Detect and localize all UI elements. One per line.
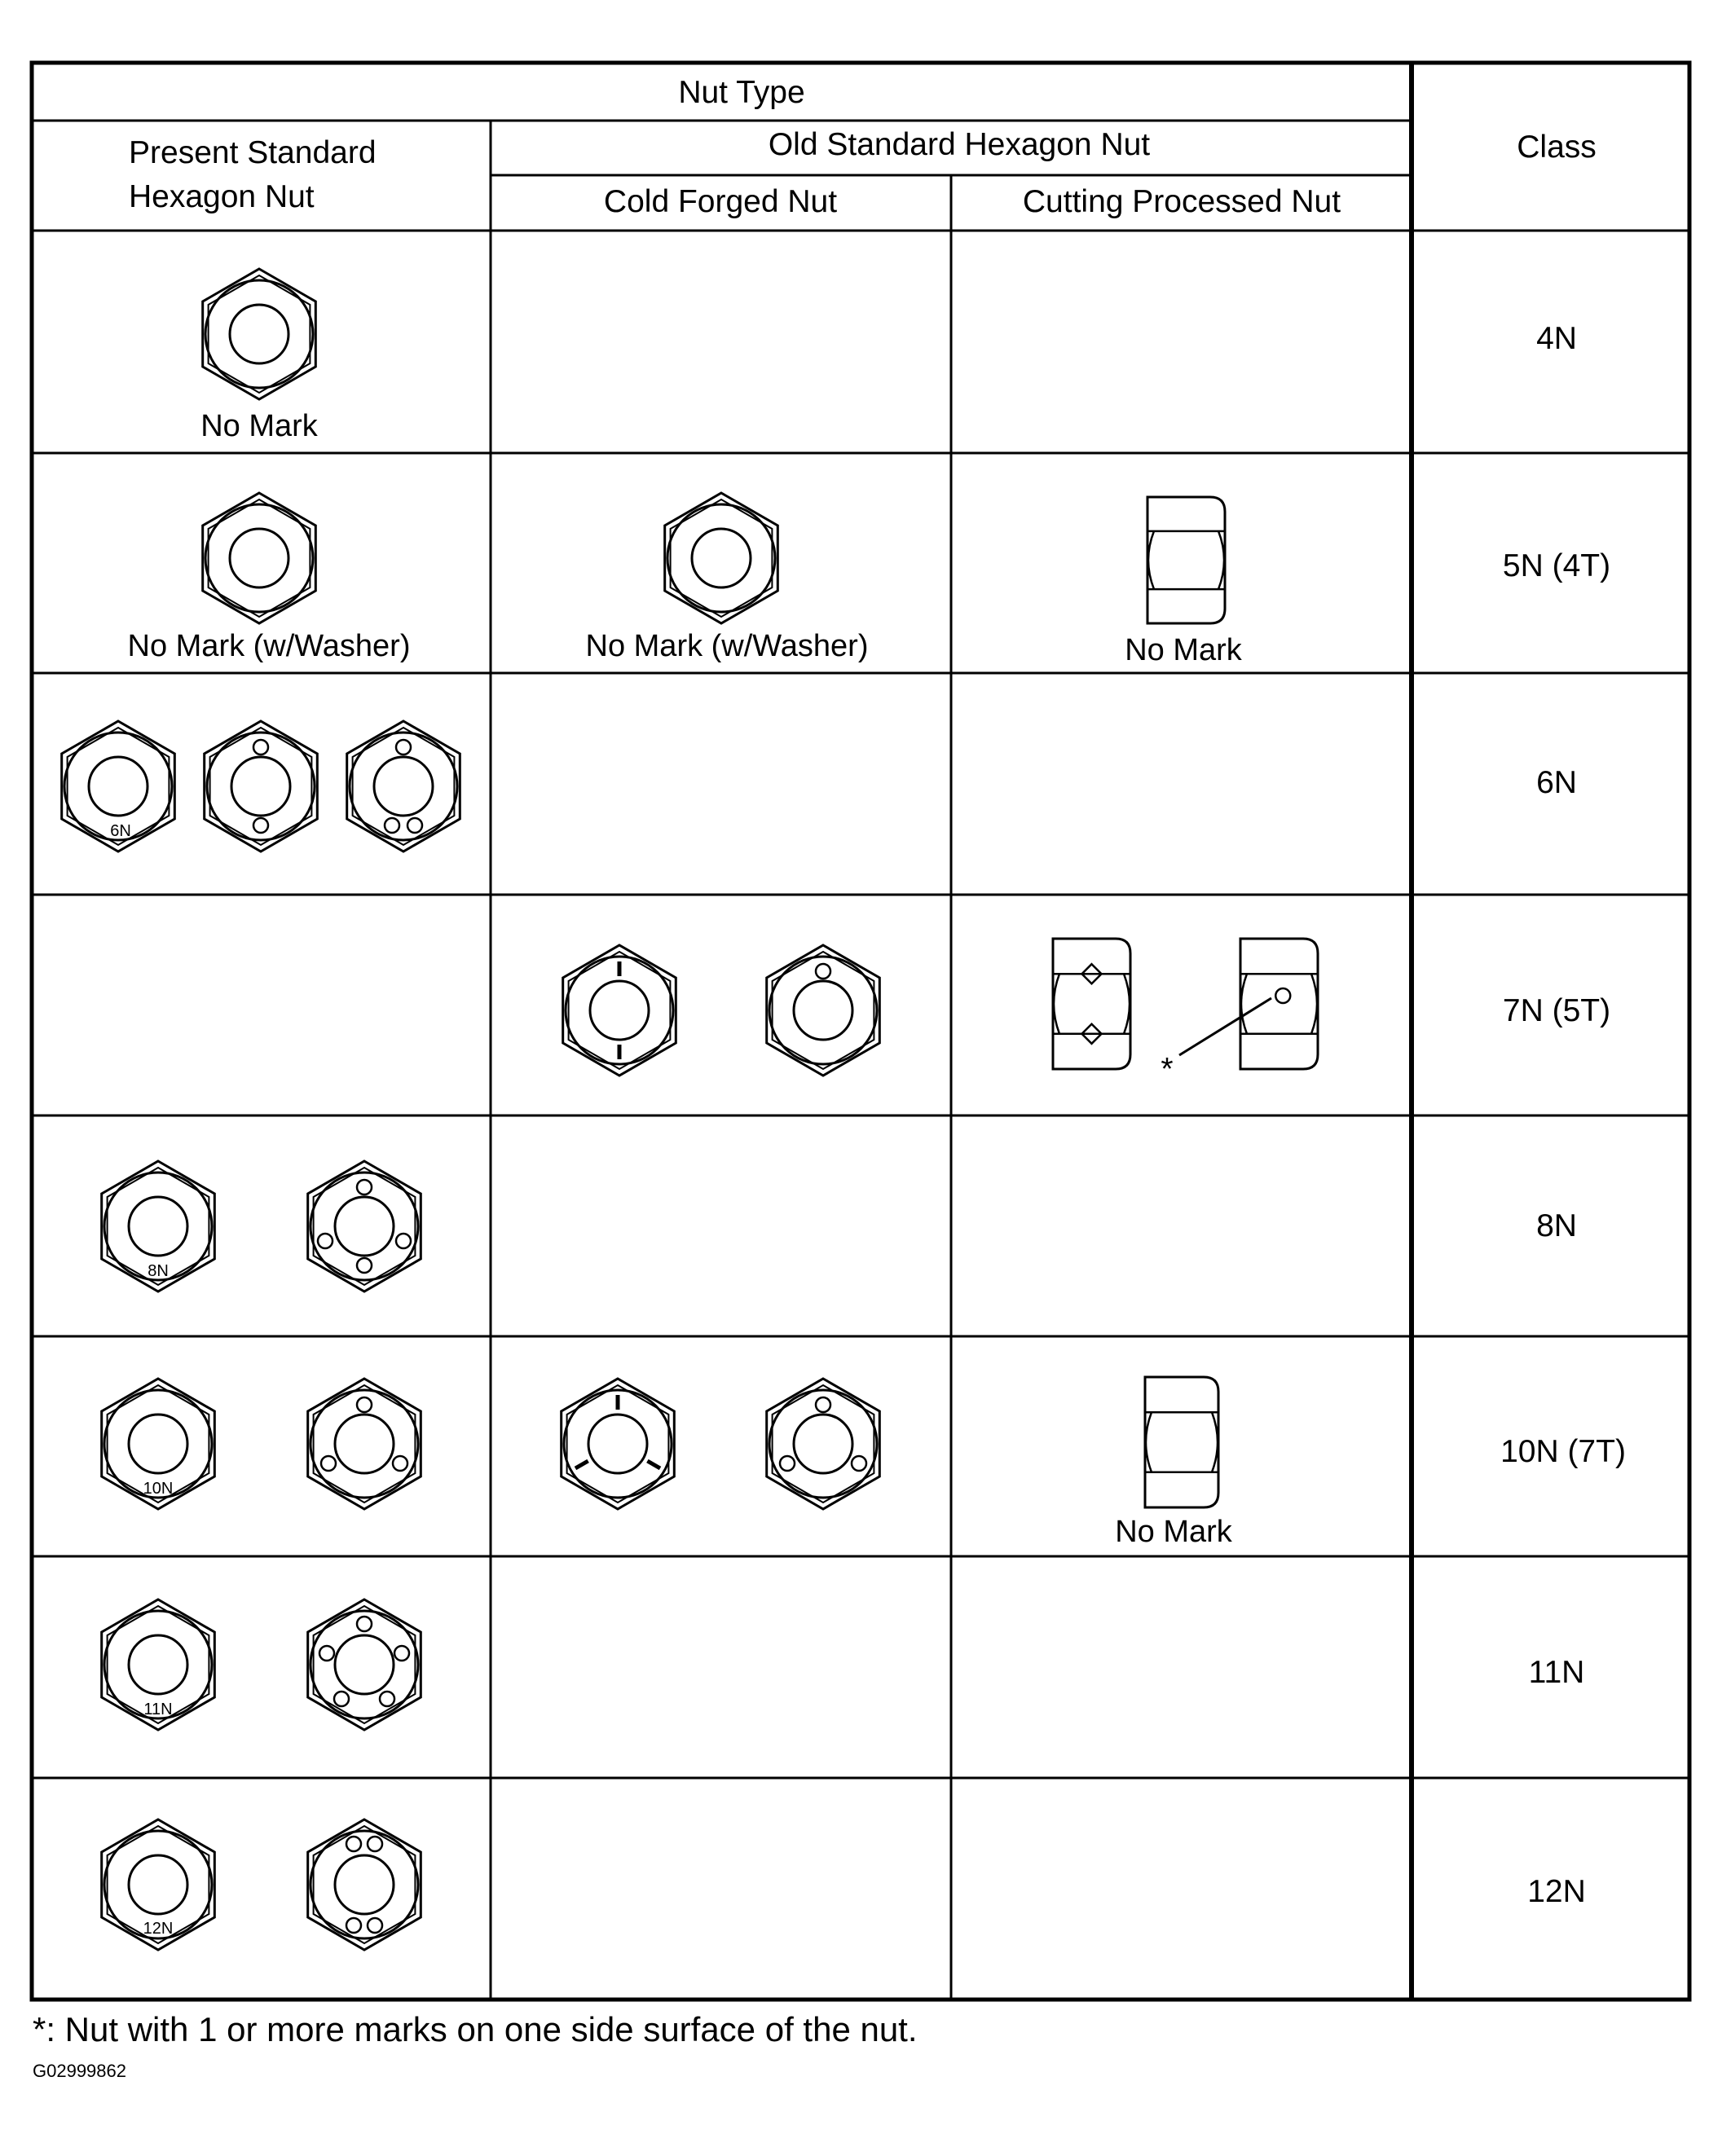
side-outline bbox=[1240, 939, 1318, 1069]
asterisk-marker: * bbox=[1161, 1052, 1174, 1087]
nut-10n-cold-dots bbox=[767, 1379, 880, 1509]
mark-10n: 10N bbox=[143, 1480, 174, 1498]
mark-dot bbox=[816, 964, 830, 979]
mark-dot bbox=[253, 818, 268, 833]
bore-circle bbox=[590, 981, 649, 1040]
bore-circle bbox=[230, 305, 288, 363]
label-5n-cold: No Mark (w/Washer) bbox=[585, 629, 869, 663]
mark-dot bbox=[318, 1234, 333, 1248]
footnote: *: Nut with 1 or more marks on one side surface of the nut. bbox=[33, 2010, 918, 2048]
header-cutting-processed: Cutting Processed Nut bbox=[1022, 184, 1341, 219]
bore-circle bbox=[692, 529, 751, 587]
mark-dot bbox=[368, 1837, 382, 1851]
mark-dot bbox=[346, 1837, 361, 1851]
mark-dot bbox=[357, 1258, 372, 1273]
face-ring bbox=[311, 1831, 418, 1938]
flat-curve bbox=[1241, 974, 1247, 1034]
nut-10n-present-three-dots bbox=[308, 1379, 421, 1509]
face-ring bbox=[311, 1611, 418, 1718]
hex-outline bbox=[308, 1599, 421, 1730]
bore-circle bbox=[335, 1197, 394, 1256]
face-ring bbox=[769, 1390, 877, 1498]
bore-circle bbox=[230, 529, 288, 587]
header-class: Class bbox=[1517, 130, 1597, 165]
nut-12n-present-six-dots bbox=[308, 1819, 421, 1950]
bore-circle bbox=[231, 757, 290, 816]
flat-curve bbox=[1146, 1412, 1152, 1472]
flat-curve bbox=[1212, 1412, 1218, 1472]
nut-4n-present bbox=[203, 269, 316, 399]
bore-circle bbox=[129, 1415, 187, 1473]
hex-outline bbox=[308, 1819, 421, 1950]
mark-dot bbox=[407, 818, 422, 833]
hex-outline bbox=[203, 269, 316, 399]
mark-dot bbox=[816, 1397, 830, 1412]
mark-dot bbox=[319, 1646, 334, 1661]
mark-6n: 6N bbox=[110, 822, 131, 840]
nut-11n-present-five-dots bbox=[308, 1599, 421, 1730]
nut-5n-present bbox=[203, 493, 316, 623]
mark-dot bbox=[852, 1456, 866, 1471]
bore-circle bbox=[89, 757, 148, 816]
mark-groove bbox=[575, 1461, 588, 1468]
class-11n: 11N bbox=[1528, 1655, 1585, 1690]
flat-curve bbox=[1311, 974, 1317, 1034]
hex-outline bbox=[665, 493, 778, 623]
header-present-standard-line2: Hexagon Nut bbox=[129, 179, 315, 214]
face-ring bbox=[207, 733, 315, 840]
header-old-standard: Old Standard Hexagon Nut bbox=[768, 127, 1151, 162]
bore-circle bbox=[794, 981, 852, 1040]
mark-dot bbox=[334, 1692, 349, 1706]
mark-dot bbox=[253, 740, 268, 755]
face-ring bbox=[350, 733, 457, 840]
mark-dot bbox=[393, 1456, 407, 1471]
label-4n-present: No Mark bbox=[200, 409, 318, 443]
bore-circle bbox=[335, 1415, 394, 1473]
nut-7n-cutting-dot bbox=[1240, 939, 1318, 1069]
class-7n-5t: 7N (5T) bbox=[1502, 993, 1611, 1028]
nut-10n-cold-grooves bbox=[562, 1379, 675, 1509]
nut-10n-cutting-side bbox=[1145, 1377, 1218, 1507]
mark-8n: 8N bbox=[148, 1262, 169, 1280]
header-present-standard-line1: Present Standard bbox=[129, 135, 377, 170]
mark-dot bbox=[321, 1456, 336, 1471]
mark-dot bbox=[346, 1918, 361, 1933]
class-4n: 4N bbox=[1536, 321, 1577, 356]
mark-dot bbox=[357, 1180, 372, 1195]
nut-drawings bbox=[62, 269, 1318, 1950]
nut-6n-present-two-dots bbox=[347, 721, 460, 851]
label-5n-present: No Mark (w/Washer) bbox=[127, 629, 411, 663]
face-ring bbox=[205, 504, 313, 612]
header-cold-forged: Cold Forged Nut bbox=[603, 184, 838, 219]
mark-groove bbox=[647, 1461, 660, 1468]
mark-dot bbox=[396, 740, 411, 755]
bore-circle bbox=[335, 1855, 394, 1914]
hex-outline bbox=[203, 493, 316, 623]
mark-12n: 12N bbox=[143, 1920, 174, 1938]
bore-circle bbox=[129, 1635, 187, 1694]
mark-dot bbox=[380, 1692, 394, 1706]
side-outline bbox=[1147, 497, 1225, 623]
nut-5n-cutting-side bbox=[1147, 497, 1225, 623]
side-mark-dot bbox=[1275, 988, 1290, 1003]
bore-circle bbox=[129, 1197, 187, 1256]
class-10n-7t: 10N (7T) bbox=[1500, 1434, 1626, 1469]
mark-dot bbox=[394, 1646, 409, 1661]
face-ring bbox=[667, 504, 775, 612]
bore-circle bbox=[374, 757, 433, 816]
face-ring bbox=[311, 1390, 418, 1498]
mark-dot bbox=[396, 1234, 411, 1248]
face-ring bbox=[311, 1173, 418, 1280]
class-12n: 12N bbox=[1527, 1874, 1586, 1909]
nut-7n-cutting-diamonds bbox=[1053, 939, 1130, 1069]
side-outline bbox=[1145, 1377, 1218, 1507]
bore-circle bbox=[129, 1855, 187, 1914]
face-ring bbox=[205, 280, 313, 388]
flat-curve bbox=[1124, 974, 1130, 1034]
asterisk-leader-line bbox=[1179, 998, 1271, 1055]
class-8n: 8N bbox=[1536, 1208, 1577, 1243]
header-nut-type: Nut Type bbox=[678, 75, 805, 110]
nut-6n-present-dot bbox=[205, 721, 318, 851]
mark-11n: 11N bbox=[143, 1701, 173, 1718]
flat-curve bbox=[1054, 974, 1059, 1034]
class-5n-4t: 5N (4T) bbox=[1502, 548, 1611, 583]
nut-5n-cold bbox=[665, 493, 778, 623]
face-ring bbox=[769, 957, 877, 1064]
label-10n-cutting: No Mark bbox=[1115, 1515, 1232, 1549]
nut-8n-present-four-dots bbox=[308, 1161, 421, 1291]
flat-curve bbox=[1148, 531, 1154, 589]
side-outline bbox=[1053, 939, 1130, 1069]
mark-dot bbox=[385, 818, 399, 833]
bore-circle bbox=[794, 1415, 852, 1473]
mark-dot bbox=[368, 1918, 382, 1933]
figure-code: G02999862 bbox=[33, 2061, 126, 2081]
mark-dot bbox=[357, 1617, 372, 1631]
nut-7n-cold-grooves bbox=[563, 945, 676, 1076]
nut-7n-cold-dot bbox=[767, 945, 880, 1076]
bore-circle bbox=[335, 1635, 394, 1694]
class-6n: 6N bbox=[1536, 765, 1577, 800]
mark-dot bbox=[357, 1397, 372, 1412]
bore-circle bbox=[588, 1415, 647, 1473]
label-5n-cutting: No Mark bbox=[1125, 633, 1242, 667]
mark-dot bbox=[780, 1456, 795, 1471]
flat-curve bbox=[1218, 531, 1224, 589]
